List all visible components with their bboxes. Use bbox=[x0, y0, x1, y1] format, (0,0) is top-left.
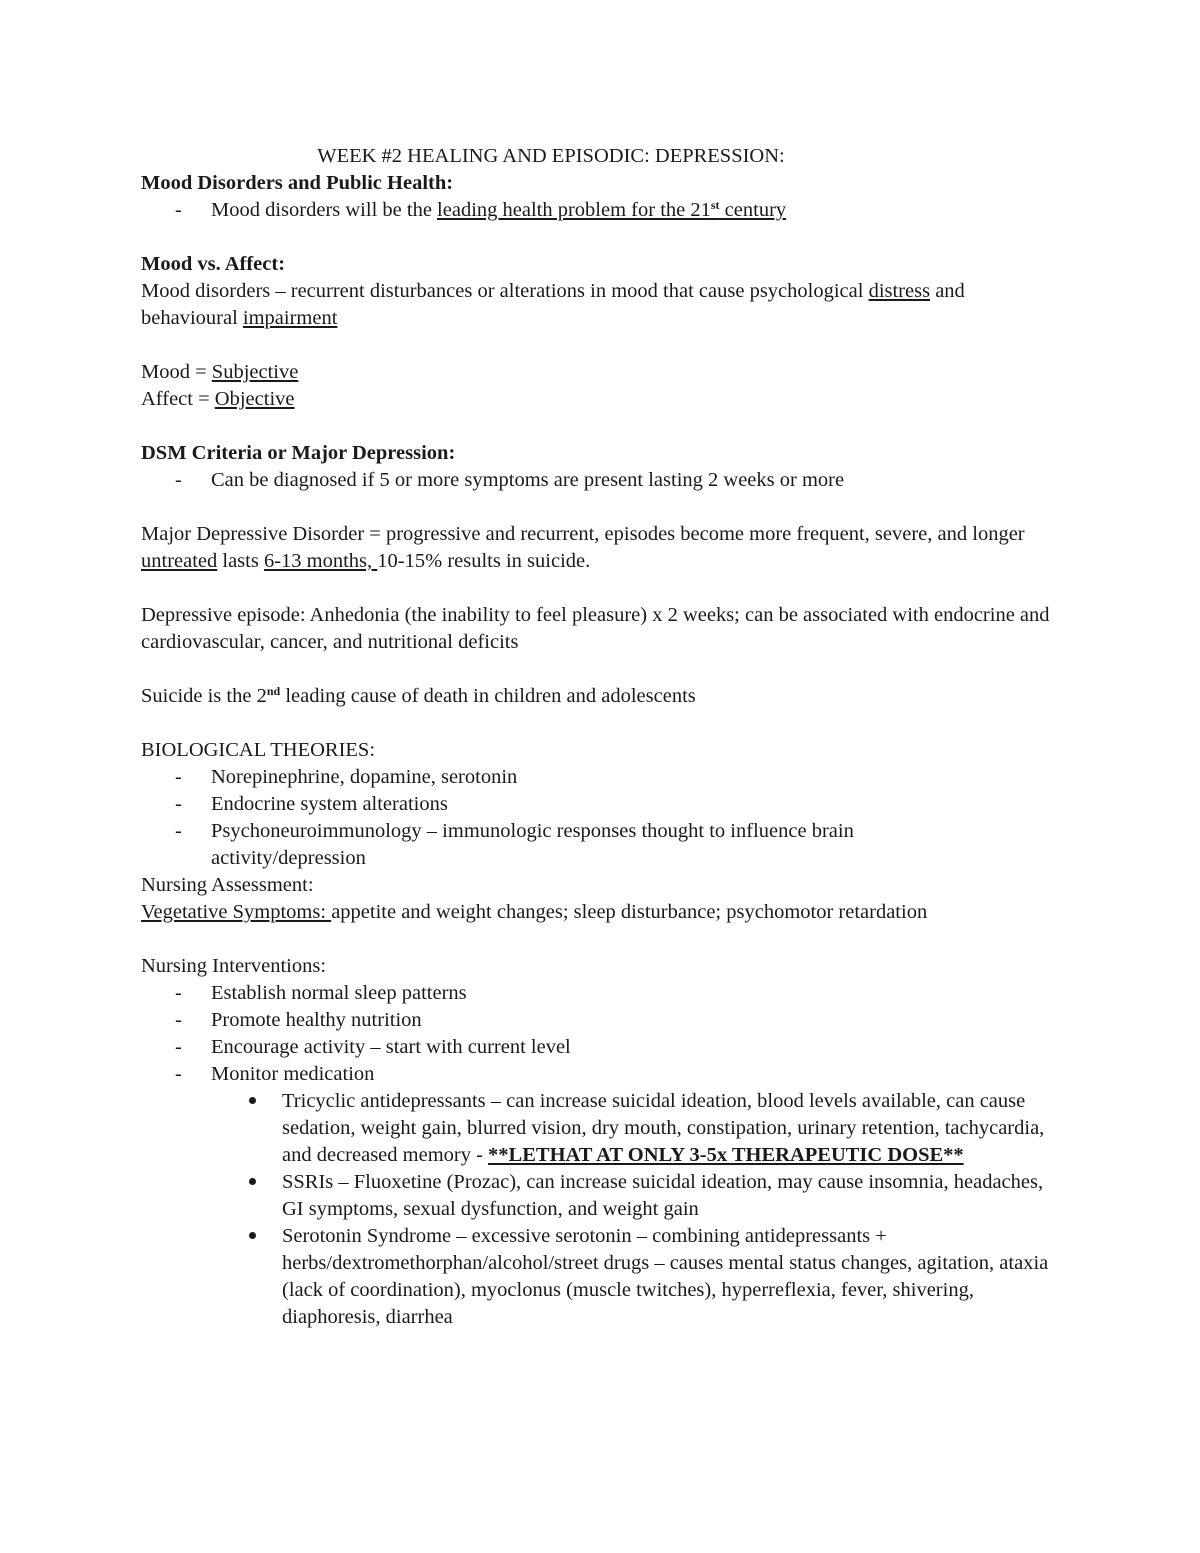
mood-public-health-list bbox=[141, 197, 1061, 224]
item-text: Mood disorders will be the bbox=[211, 199, 438, 221]
text: 10-15% results in suicide. bbox=[377, 550, 591, 572]
underlined-text: century bbox=[719, 199, 787, 221]
list-item: - Norepinephrine, dopamine, serotonin bbox=[141, 764, 1061, 791]
list-item: - Monitor medication bbox=[141, 1061, 1061, 1088]
spacer bbox=[141, 224, 1061, 251]
heading-dsm-criteria: DSM Criteria or Major Depression: bbox=[141, 442, 456, 464]
list-item: - Encourage activity – start with current level bbox=[141, 1034, 1061, 1061]
heading-mood-public-health: Mood Disorders and Public Health: bbox=[141, 172, 454, 194]
underlined-text: Subjective bbox=[211, 361, 299, 383]
interventions-list bbox=[141, 980, 1061, 1088]
underlined-text: impairment bbox=[242, 307, 338, 329]
medication-list bbox=[141, 1088, 1061, 1331]
spacer bbox=[141, 710, 1061, 737]
document-title: WEEK #2 HEALING AND EPISODIC: DEPRESSION: bbox=[317, 145, 785, 167]
spacer bbox=[141, 413, 1061, 440]
underlined-text: Vegetative Symptoms: bbox=[141, 901, 332, 923]
underlined-text: 6-13 months, bbox=[263, 550, 378, 572]
heading-nursing-interventions: Nursing Interventions: bbox=[141, 955, 327, 977]
superscript: st bbox=[710, 198, 720, 212]
item-underlined bbox=[437, 199, 786, 221]
text: appetite and weight changes; sleep disturbance; psychomotor retardation bbox=[331, 901, 928, 923]
list-item-ssri: SSRIs – Fluoxetine (Prozac), can increase suicidal ideation, may cause insomnia, headaches, GI symptoms, sexual dysfunction, and weight gain bbox=[141, 1169, 1061, 1223]
text: Mood disorders – recurrent disturbances or alterations in mood that cause psychological bbox=[141, 280, 869, 302]
biological-list bbox=[141, 764, 1061, 872]
list-item-serotonin-syndrome: Serotonin Syndrome – excessive serotonin – combining antidepressants + herbs/dextromethorphan/alcohol/street drugs – causes mental status changes, agitation, ataxia (lack of coordination), myoclonus (muscle twitches), hyperreflexia, fever, shivering, diaphoresis, diarrhea bbox=[141, 1223, 1061, 1331]
spacer bbox=[141, 926, 1061, 953]
heading-biological-theories: BIOLOGICAL THEORIES: bbox=[141, 739, 376, 761]
text: and behavioural bbox=[141, 280, 965, 329]
mdd-paragraph bbox=[141, 521, 1061, 575]
superscript: nd bbox=[266, 684, 281, 698]
mood-disorders-definition bbox=[141, 278, 1061, 332]
underlined-text: leading health problem for the 21 bbox=[437, 199, 711, 221]
mood-line bbox=[141, 359, 1061, 386]
spacer bbox=[141, 656, 1061, 683]
lethal-dose-warning: **LETHAT AT ONLY 3-5x THERAPEUTIC DOSE** bbox=[488, 1144, 964, 1166]
text: Suicide is the 2 bbox=[141, 685, 267, 707]
list-item: - Promote healthy nutrition bbox=[141, 1007, 1061, 1034]
underlined-text: Objective bbox=[214, 388, 295, 410]
list-item: - Endocrine system alterations bbox=[141, 791, 1061, 818]
list-item: - Psychoneuroimmunology – immunologic responses thought to influence brain activity/depression bbox=[141, 818, 1061, 872]
vegetative-symptoms-line bbox=[141, 899, 1061, 926]
text: lasts bbox=[217, 550, 264, 572]
text: Affect = bbox=[141, 388, 215, 410]
text: leading cause of death in children and adolescents bbox=[280, 685, 696, 707]
text: Major Depressive Disorder = progressive and recurrent, episodes become more frequent, severe, and longer bbox=[141, 523, 1025, 545]
suicide-paragraph bbox=[141, 683, 1061, 710]
spacer bbox=[141, 494, 1061, 521]
list-item: - Establish normal sleep patterns bbox=[141, 980, 1061, 1007]
underlined-text: untreated bbox=[141, 550, 218, 572]
dsm-list bbox=[141, 467, 1061, 494]
list-item-tricyclic bbox=[141, 1088, 1061, 1169]
heading-nursing-assessment: Nursing Assessment: bbox=[141, 874, 314, 896]
underlined-text: distress bbox=[868, 280, 931, 302]
text: Tricyclic antidepressants – can increase suicidal ideation, blood levels available, can cause sedation, weight gain, blurred vision, dry mouth, constipation, urinary retention, tachycardia, and decreased memory - bbox=[282, 1090, 1045, 1166]
depressive-episode-paragraph: Depressive episode: Anhedonia (the inability to feel pleasure) x 2 weeks; can be associated with endocrine and cardiovascular, cancer, and nutritional deficits bbox=[141, 604, 1050, 653]
spacer bbox=[141, 575, 1061, 602]
document-page bbox=[141, 143, 1061, 1331]
list-item bbox=[141, 197, 1061, 224]
affect-line bbox=[141, 386, 1061, 413]
list-item: - Can be diagnosed if 5 or more symptoms are present lasting 2 weeks or more bbox=[141, 467, 1061, 494]
text: Mood = bbox=[141, 361, 212, 383]
spacer bbox=[141, 332, 1061, 359]
heading-mood-vs-affect: Mood vs. Affect: bbox=[141, 253, 286, 275]
